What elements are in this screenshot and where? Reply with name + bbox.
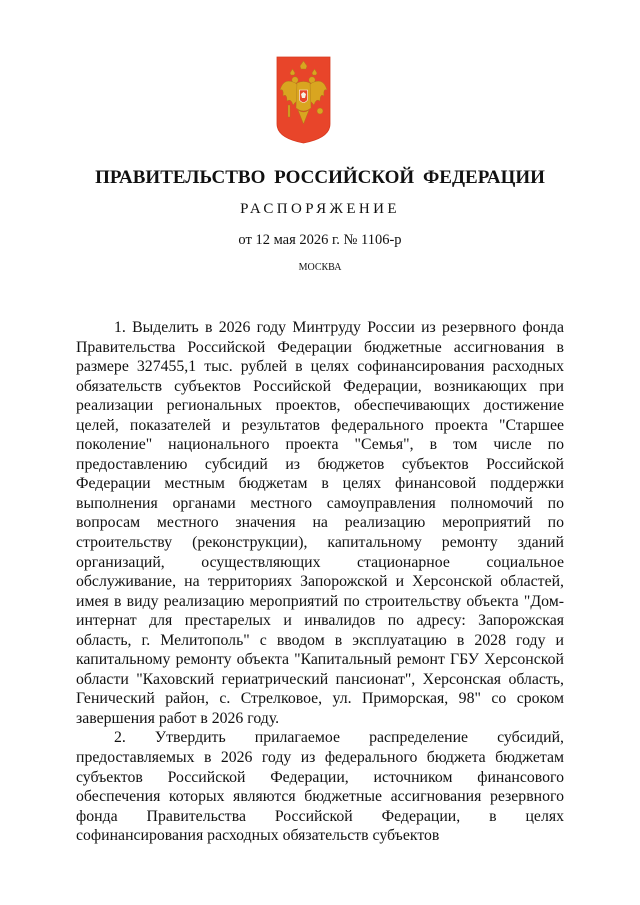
document-city: МОСКВА (298, 262, 342, 273)
government-title: ПРАВИТЕЛЬСТВО РОССИЙСКОЙ ФЕДЕРАЦИИ (95, 167, 545, 188)
document-body (76, 318, 564, 846)
document-type: РАСПОРЯЖЕНИЕ (240, 201, 400, 217)
document-date-number: от 12 мая 2026 г. № 1106-р (238, 232, 402, 248)
coat-of-arms-emblem (276, 56, 331, 144)
paragraph-1: 1. Выделить в 2026 году Минтруду России из резервного фонда Правительства Российской Федерации бюджетные ассигнования в размере 327455,1 тыс. рублей в целях софинансирования расходных обязательств субъектов Российской Федерации, возникающих при реализации региональных проектов, обеспечивающих достижение целей, показателей и результатов федерального проекта "Старшее поколение" национального проекта "Семья", в том числе по предоставлению субсидий из бюджетов субъектов Российской Федерации местным бюджетам в целях финансовой поддержки выполнения органами местного самоуправления полномочий по вопросам местного значения на реализацию мероприятий по строительству (реконструкции), капитальному ремонту зданий организаций, осуществляющих стационарное социальное обслуживание, на территориях Запорожской и Херсонской областей, имея в виду реализацию мероприятий по строительству объекта "Дом-интернат для престарелых и инвалидов по адресу: Запорожская область, г. Мелитополь" с вводом в эксплуатацию в 2028 году и капитальному ремонту объекта "Капитальный ремонт ГБУ Херсонской области "Каховский гериатрический пансионат", Херсонская область, Генический район, с. Стрелковое, ул. Приморская, 98" со сроком завершения работ в 2026 году. (76, 319, 564, 727)
paragraph-2: 2. Утвердить прилагаемое распределение субсидий, предоставляемых в 2026 году из федерального бюджета бюджетам субъектов Российской Федерации, источником финансового обеспечения которых являются бюджетные ассигнования резервного фонда Правительства Российской Федерации, в целях софинансирования расходных обязательств субъектов (76, 729, 564, 845)
